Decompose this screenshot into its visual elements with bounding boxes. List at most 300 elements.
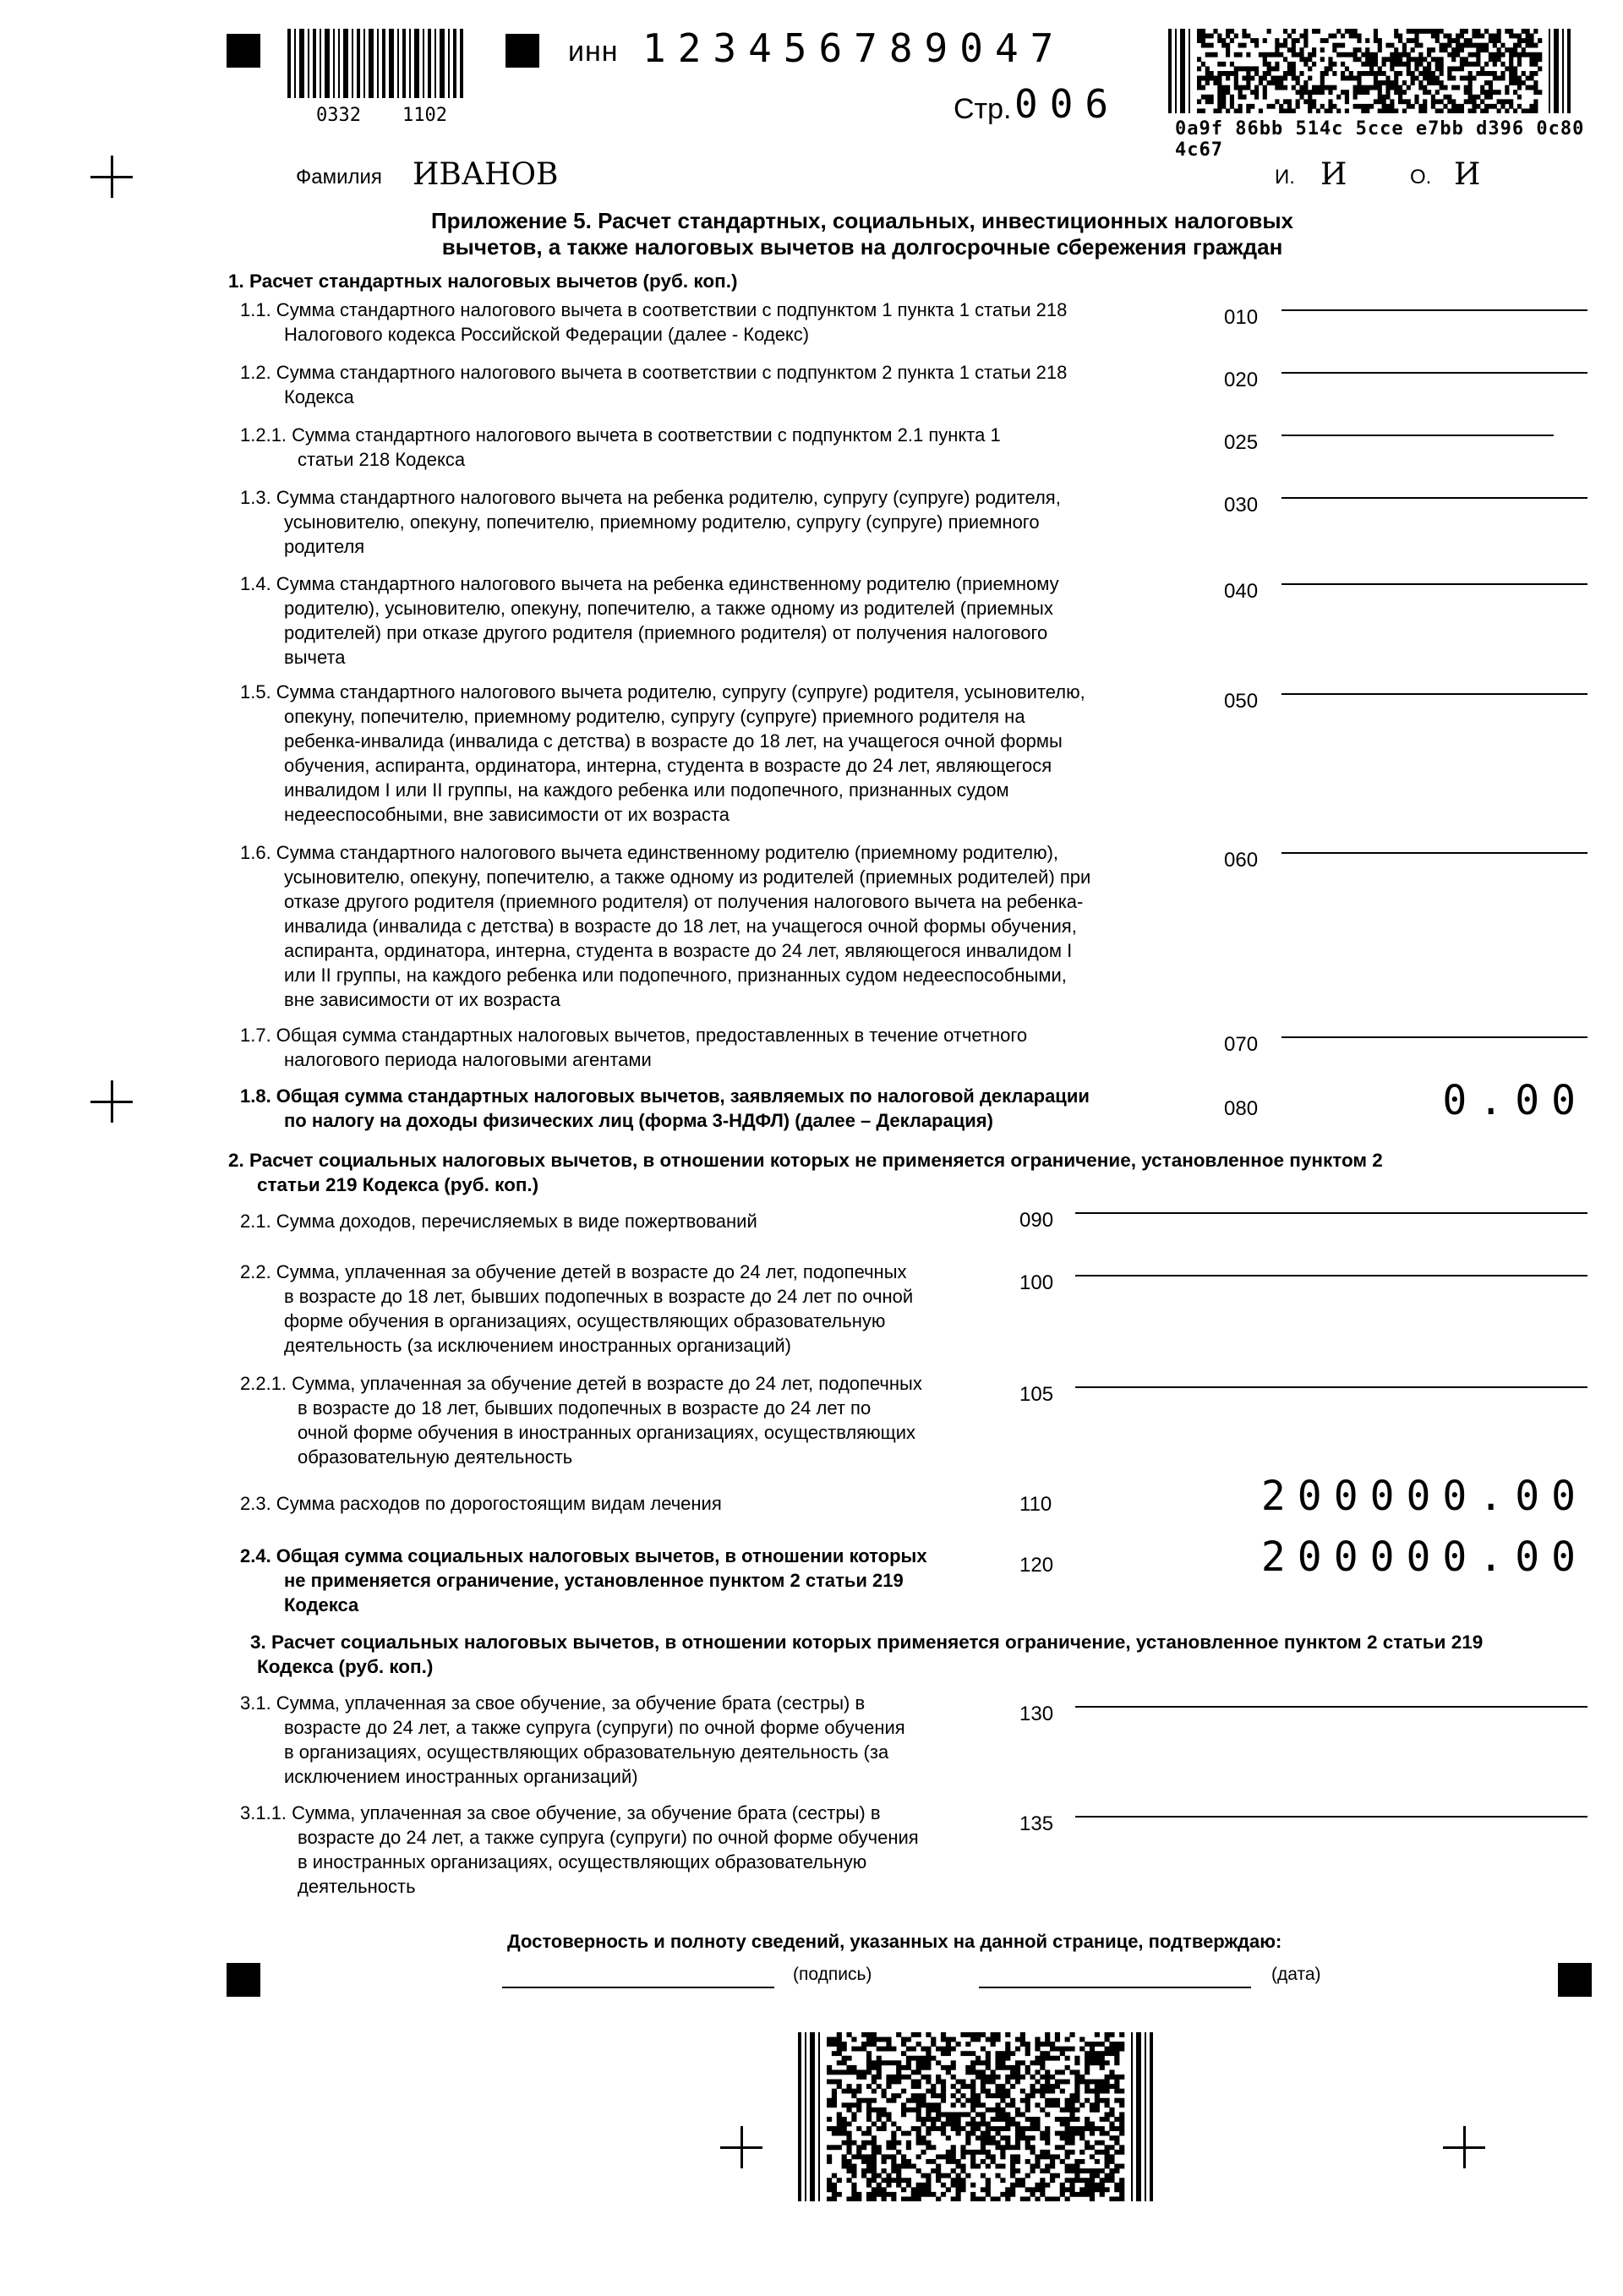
barcode-module [1440, 47, 1444, 52]
barcode-module [1045, 2126, 1050, 2131]
barcode-module [975, 2164, 981, 2169]
barcode-module [1369, 52, 1374, 57]
barcode-module [926, 2126, 931, 2131]
barcode-module [842, 2102, 847, 2107]
barcode-module [1464, 29, 1468, 34]
barcode-module [1000, 2145, 1005, 2150]
description-line: родителей) при отказе другого родителя (приемного родителя) от получения налогового [284, 622, 1048, 643]
barcode-module [1090, 2173, 1095, 2178]
barcode-module [1480, 85, 1484, 90]
barcode-module [1345, 52, 1349, 57]
barcode-module [1500, 71, 1505, 76]
barcode-module [1254, 85, 1259, 90]
registration-marker-top-mid [505, 34, 539, 68]
barcode-module [1378, 43, 1382, 48]
barcode-module [1390, 66, 1394, 71]
barcode-module [1271, 80, 1275, 85]
barcode-module [886, 2112, 891, 2117]
barcode-module [1015, 2135, 1020, 2140]
barcode-module [1050, 2102, 1055, 2107]
barcode-module [981, 2150, 986, 2155]
line-value-field[interactable] [1075, 1706, 1587, 1708]
barcode-module [965, 2051, 970, 2056]
barcode-module [1060, 2183, 1065, 2188]
barcode-module [1283, 38, 1287, 43]
line-value-field[interactable] [1281, 309, 1587, 311]
line-value-field[interactable] [1281, 372, 1587, 374]
barcode-module [1418, 57, 1423, 62]
barcode-module [1480, 71, 1484, 76]
barcode-module [916, 2192, 921, 2197]
barcode-module [1263, 71, 1267, 76]
barcode-module [856, 2126, 861, 2131]
barcode-module [1105, 2047, 1110, 2052]
barcode-module [1015, 2131, 1020, 2136]
barcode-module [1402, 80, 1407, 85]
barcode-module [837, 2117, 842, 2122]
barcode-module [1382, 104, 1386, 109]
barcode-module [1114, 2164, 1119, 2169]
barcode-module [986, 2075, 991, 2080]
barcode-module [941, 2089, 946, 2094]
barcode-module [866, 2042, 872, 2047]
barcode-module [1497, 29, 1501, 34]
barcode-module [1234, 71, 1238, 76]
barcode-module [1119, 2150, 1124, 2155]
barcode-module [1109, 2173, 1114, 2178]
barcode-module [1526, 76, 1530, 81]
barcode-module [1105, 2080, 1110, 2085]
description-line: инвалидом I или II группы, на каждого ребенка или подопечного, признанных судом [284, 779, 1009, 801]
barcode-module [1292, 85, 1296, 90]
barcode-module [1332, 71, 1336, 76]
barcode-module [1497, 57, 1501, 62]
barcode-module [1050, 2089, 1055, 2094]
barcode-module [1390, 57, 1394, 62]
barcode-module [1522, 80, 1526, 85]
barcode-module [911, 2192, 916, 2197]
barcode-module [1509, 57, 1513, 62]
barcode-module [1361, 62, 1365, 67]
barcode-module [1431, 57, 1435, 62]
barcode-module [1109, 2196, 1114, 2201]
line-value-field[interactable] [1281, 1036, 1587, 1038]
barcode-module [877, 2112, 882, 2117]
barcode-module [1316, 85, 1320, 90]
line-value-field[interactable] [1075, 1275, 1587, 1276]
barcode-module [1435, 80, 1440, 85]
barcode-module [837, 2192, 842, 2197]
barcode-module [956, 2117, 961, 2122]
barcode-module [1312, 90, 1316, 95]
barcode-module [1065, 2196, 1070, 2201]
line-item-description [240, 1371, 1001, 1469]
barcode-module [906, 2037, 911, 2042]
barcode-module [1045, 2183, 1050, 2188]
barcode-module [1325, 66, 1329, 71]
barcode-module [1353, 57, 1358, 62]
barcode-module [851, 2187, 856, 2192]
barcode-module [956, 2159, 961, 2164]
inn-label: инн [568, 36, 619, 68]
description-line: 1.2.1. Сумма стандартного налогового вычета в соответствии с подпунктом 2.1 пункта 1 [240, 424, 1001, 446]
barcode-module [1472, 29, 1476, 34]
barcode-module [1025, 2047, 1030, 2052]
barcode-module [965, 2140, 970, 2146]
barcode-module [1217, 71, 1221, 76]
barcode-module [1390, 99, 1394, 104]
barcode-module [1275, 80, 1279, 85]
barcode-module [1085, 2089, 1090, 2094]
barcode-module [981, 2060, 986, 2065]
barcode-module [970, 2051, 975, 2056]
barcode-module [926, 2080, 931, 2085]
barcode-module [965, 2122, 970, 2127]
barcode-module [1427, 80, 1431, 85]
barcode-module [891, 2178, 896, 2183]
barcode-module [1055, 2098, 1060, 2103]
barcode-module [1517, 43, 1522, 48]
barcode-module [1045, 2098, 1050, 2103]
barcode-module [906, 2131, 911, 2136]
barcode-module [842, 2117, 847, 2122]
barcode-module [1005, 2051, 1010, 2056]
barcode-module [1069, 2178, 1074, 2183]
barcode-module [936, 2117, 941, 2122]
barcode-module [1085, 2140, 1090, 2146]
barcode-module [1526, 85, 1530, 90]
barcode-module [1035, 2117, 1040, 2122]
barcode-module [1407, 71, 1411, 76]
description-line: по налогу на доходы физических лиц (форма 3-НДФЛ) (далее – Декларация) [284, 1110, 993, 1131]
barcode-module [1493, 104, 1497, 109]
barcode-module [1074, 2117, 1079, 2122]
barcode-module [921, 2056, 926, 2061]
barcode-module [1226, 90, 1230, 95]
barcode-module [1238, 85, 1243, 90]
barcode-module [1529, 38, 1533, 43]
barcode-module [1292, 108, 1296, 113]
barcode-module [866, 2154, 872, 2159]
barcode-module [936, 2196, 941, 2201]
line-value-field[interactable]: 200000.00 [1260, 1533, 1587, 1581]
barcode-module [975, 2069, 981, 2075]
barcode-module [1109, 2042, 1114, 2047]
barcode-module [1493, 71, 1497, 76]
barcode-module [1378, 47, 1382, 52]
barcode-module [1472, 43, 1476, 48]
barcode-module [931, 2056, 936, 2061]
barcode-module [1423, 85, 1427, 90]
barcode-module [911, 2080, 916, 2085]
barcode-module [1065, 2140, 1070, 2146]
barcode-module [1221, 43, 1226, 48]
barcode-module [1394, 108, 1398, 113]
barcode-module [911, 2098, 916, 2103]
confirmation-text: Достоверность и полноту сведений, указанных на данной странице, подтверждаю: [507, 1931, 1282, 1952]
barcode-module [1025, 2065, 1030, 2070]
barcode-module [1095, 2187, 1100, 2192]
barcode-module [916, 2140, 921, 2146]
barcode-module [1484, 29, 1489, 34]
barcode-module [1197, 108, 1201, 113]
barcode-module [986, 2037, 991, 2042]
barcode-module [891, 2080, 896, 2085]
barcode-module [842, 2131, 847, 2136]
barcode-module [846, 2056, 851, 2061]
description-line: усыновителю, опекуну, попечителю, приемному родителю, супругу (супруге) приемного [284, 511, 1040, 533]
barcode-module [1065, 2098, 1070, 2103]
description-line: форме обучения в организациях, осуществляющих образовательную [284, 1310, 886, 1331]
line-value-field[interactable]: 200000.00 [1260, 1473, 1587, 1520]
barcode-module [1020, 2075, 1025, 2080]
barcode-module [1079, 2075, 1085, 2080]
initial-o-value: И [1454, 157, 1481, 192]
barcode-module [1035, 2089, 1040, 2094]
barcode-module [931, 2192, 936, 2197]
barcode-module [877, 2060, 882, 2065]
description-line: усыновителю, опекуну, попечителю, а также одному из родителей (приемных родителей) при [284, 866, 1091, 888]
barcode-module [1435, 108, 1440, 113]
barcode-module [1050, 2173, 1055, 2178]
barcode-module [1095, 2042, 1100, 2047]
barcode-module [1105, 2060, 1110, 2065]
barcode-module [1201, 38, 1205, 43]
barcode-module [896, 2060, 901, 2065]
barcode-module [1460, 104, 1464, 109]
line-value-field[interactable] [1281, 852, 1587, 854]
barcode-module [1296, 38, 1300, 43]
barcode-module [1435, 29, 1440, 34]
barcode-module [1456, 34, 1460, 39]
barcode-module [1296, 99, 1300, 104]
line-code: 130 [1019, 1703, 1054, 1725]
signature-line[interactable] [502, 1987, 774, 1988]
barcode-module [931, 2089, 936, 2094]
barcode-module [960, 2112, 965, 2117]
barcode-module [1435, 76, 1440, 81]
barcode-module [896, 2069, 901, 2075]
barcode-module [1234, 85, 1238, 90]
barcode-module [1533, 62, 1538, 67]
barcode-module [1382, 71, 1386, 76]
barcode-module [891, 2075, 896, 2080]
barcode-module [891, 2122, 896, 2127]
barcode-module [1533, 104, 1538, 109]
barcode-module [1522, 47, 1526, 52]
barcode-module [1279, 108, 1283, 113]
barcode-module [1020, 2037, 1025, 2042]
barcode-module [1328, 104, 1332, 109]
barcode-module [1320, 90, 1325, 95]
barcode-module [1085, 2183, 1090, 2188]
barcode-module [842, 2089, 847, 2094]
barcode-module [1440, 57, 1444, 62]
barcode-module [1010, 2173, 1015, 2178]
barcode-module [1394, 47, 1398, 52]
barcode-module [832, 2093, 837, 2098]
barcode-module [1025, 2196, 1030, 2201]
barcode-module [901, 2037, 906, 2042]
date-line[interactable] [979, 1987, 1251, 1988]
barcode-module [1250, 66, 1254, 71]
barcode-module [956, 2178, 961, 2183]
barcode-module [877, 2037, 882, 2042]
line-value-field[interactable] [1075, 1212, 1587, 1214]
line-item-description [240, 423, 1178, 472]
line-value-field[interactable]: 0.00 [1442, 1077, 1587, 1124]
barcode-module [1312, 85, 1316, 90]
barcode-module [975, 2098, 981, 2103]
barcode-module [886, 2192, 891, 2197]
description-line: 2.4. Общая сумма социальных налоговых вычетов, в отношении которых [240, 1545, 927, 1566]
barcode-module [1464, 99, 1468, 104]
barcode-module [1055, 2173, 1060, 2178]
barcode-module [1015, 2126, 1020, 2131]
barcode-module [896, 2168, 901, 2173]
barcode-module [901, 2051, 906, 2056]
barcode-module [986, 2056, 991, 2061]
barcode-module [837, 2112, 842, 2117]
line-value-field[interactable] [1281, 583, 1587, 585]
barcode-module [1263, 90, 1267, 95]
barcode-module [1509, 66, 1513, 71]
barcode-module [1060, 2107, 1065, 2113]
barcode-module [1316, 29, 1320, 34]
barcode-module [936, 2102, 941, 2107]
barcode-module [1303, 99, 1308, 104]
description-line: в организациях, осуществляющих образовательную деятельность (за [284, 1741, 889, 1763]
barcode-module [1213, 76, 1217, 81]
barcode-module [1079, 2080, 1085, 2085]
barcode-module [1451, 38, 1456, 43]
barcode-module [1213, 80, 1217, 85]
barcode-module [1074, 2164, 1079, 2169]
barcode-module [1005, 2032, 1010, 2037]
barcode-module [946, 2042, 951, 2047]
barcode-module [1484, 47, 1489, 52]
barcode-module [1447, 99, 1451, 104]
barcode-module [1357, 38, 1361, 43]
barcode-module [1119, 2102, 1124, 2107]
barcode-module [970, 2126, 975, 2131]
barcode-module [851, 2168, 856, 2173]
barcode-module [891, 2192, 896, 2197]
barcode-module [886, 2140, 891, 2146]
description-line: 2.2.1. Сумма, уплаченная за обучение детей в возрасте до 24 лет, подопечных [240, 1373, 922, 1394]
barcode-module [1045, 2037, 1050, 2042]
barcode-module [1385, 90, 1390, 95]
barcode-module [995, 2051, 1000, 2056]
barcode-module [1353, 47, 1358, 52]
barcode-module [906, 2140, 911, 2146]
barcode-module [1431, 34, 1435, 39]
barcode-module [1497, 34, 1501, 39]
barcode-module [1378, 71, 1382, 76]
barcode-module [1275, 62, 1279, 67]
barcode-module [1069, 2112, 1074, 2117]
barcode-module [846, 2164, 851, 2169]
line-code: 040 [1224, 580, 1259, 603]
barcode-module [1476, 52, 1480, 57]
barcode-module [916, 2084, 921, 2089]
barcode-module [1283, 85, 1287, 90]
barcode-module [1299, 90, 1303, 95]
barcode-hex-code: 0a9f 86bb 514c 5cce e7bb d396 0c80 4c67 [1175, 118, 1585, 161]
barcode-module [851, 2069, 856, 2075]
barcode-module [1369, 71, 1374, 76]
barcode-module [1378, 85, 1382, 90]
barcode-module [981, 2131, 986, 2136]
barcode-module [1010, 2192, 1015, 2197]
barcode-module [1238, 66, 1243, 71]
barcode-module [1349, 76, 1353, 81]
barcode-module [1254, 95, 1259, 100]
barcode-module [1263, 95, 1267, 100]
barcode-module [1303, 43, 1308, 48]
barcode-module [1005, 2126, 1010, 2131]
line-value-field[interactable] [1075, 1816, 1587, 1818]
barcode-module [995, 2037, 1000, 2042]
barcode-module [916, 2098, 921, 2103]
barcode-module [1287, 47, 1292, 52]
barcode-module [1476, 71, 1480, 76]
barcode-module [1402, 52, 1407, 57]
line-value-field[interactable] [1281, 693, 1587, 695]
line-value-field[interactable] [1281, 497, 1587, 499]
barcode-module [1411, 76, 1415, 81]
line-item-description [240, 571, 1178, 670]
barcode-module [837, 2042, 842, 2047]
barcode-module [1055, 2047, 1060, 2052]
barcode-module [1065, 2164, 1070, 2169]
barcode-module [970, 2089, 975, 2094]
barcode-module [1090, 2042, 1095, 2047]
barcode-module [1447, 95, 1451, 100]
barcode-module [1493, 38, 1497, 43]
line-value-field[interactable] [1281, 435, 1554, 436]
barcode-module [1357, 71, 1361, 76]
barcode-module [1000, 2056, 1005, 2061]
barcode-module [1529, 104, 1533, 109]
barcode-module [1079, 2178, 1085, 2183]
barcode-module [991, 2126, 996, 2131]
barcode-module [1213, 108, 1217, 113]
barcode-module [1418, 52, 1423, 57]
barcode-module [1533, 85, 1538, 90]
barcode-module [1480, 90, 1484, 95]
barcode-module [991, 2196, 996, 2201]
barcode-module [970, 2150, 975, 2155]
barcode-module [995, 2117, 1000, 2122]
barcode-module [1489, 34, 1493, 39]
barcode-module [986, 2135, 991, 2140]
barcode-module [1065, 2122, 1070, 2127]
signature-label: (подпись) [793, 1965, 872, 1984]
barcode-module [1407, 62, 1411, 67]
barcode-module [1398, 57, 1402, 62]
barcode-module [1205, 71, 1210, 76]
barcode-module [1197, 34, 1201, 39]
barcode-module [1040, 2187, 1045, 2192]
line-value-field[interactable] [1075, 1386, 1587, 1388]
barcode-module [1246, 80, 1250, 85]
barcode-module [951, 2145, 956, 2150]
barcode-module [1292, 38, 1296, 43]
barcode-module [1538, 66, 1542, 71]
barcode-module [981, 2084, 986, 2089]
barcode-module [1299, 34, 1303, 39]
